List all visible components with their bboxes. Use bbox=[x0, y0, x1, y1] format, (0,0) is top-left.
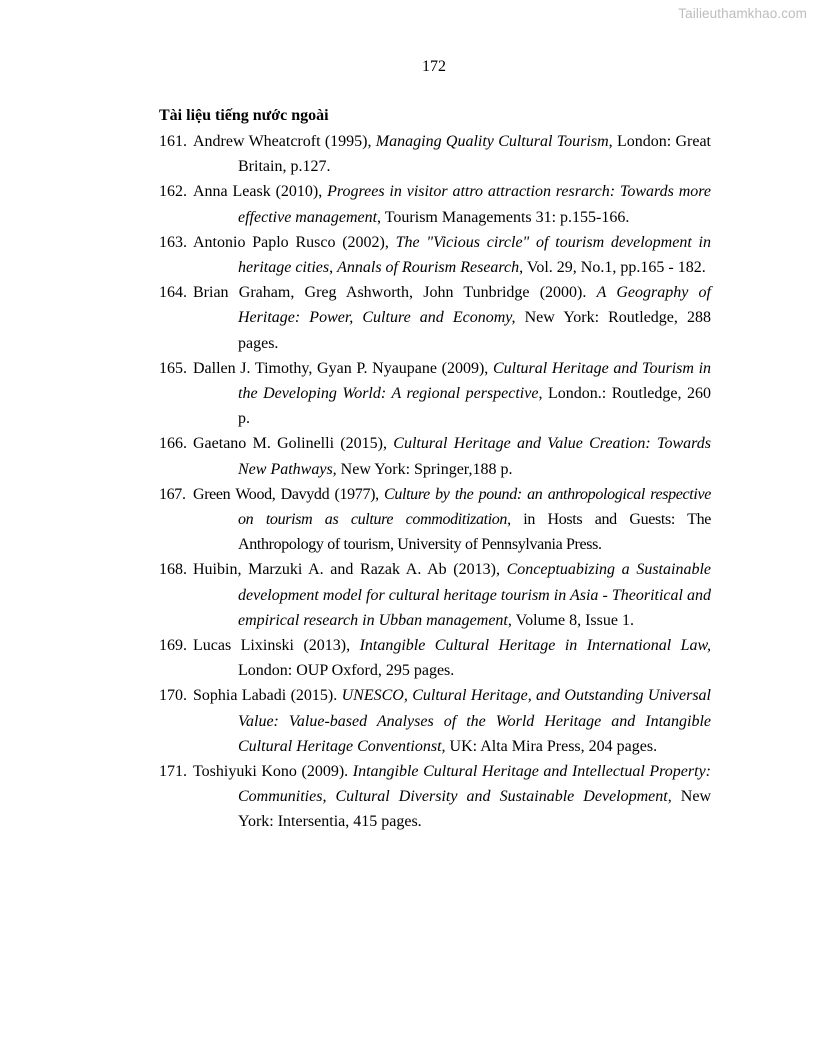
reference-number: 167. bbox=[159, 485, 186, 503]
reference-title: Cultural Heritage and Value Creation: Towards New Pathways, bbox=[238, 435, 711, 478]
reference-authors: Sophia Labadi (2015). bbox=[193, 687, 342, 705]
reference-number: 166. bbox=[159, 435, 187, 453]
reference-number: 169. bbox=[159, 637, 187, 655]
reference-details: , Vol. 29, No.1, pp.165 - 182. bbox=[519, 259, 706, 277]
reference-details: UK: Alta Mira Press, 204 pages. bbox=[445, 737, 658, 755]
reference-details: , Volume 8, Issue 1. bbox=[507, 611, 634, 629]
reference-number: 162. bbox=[159, 183, 187, 201]
reference-details: London: OUP Oxford, 295 pages. bbox=[238, 662, 455, 680]
reference-authors: Green Wood, Davydd (1977), bbox=[193, 485, 385, 503]
page-number: 172 bbox=[422, 58, 446, 75]
reference-number: 165. bbox=[159, 359, 187, 377]
reference-title: Progrees in visitor attro attraction resrarch: Towards more effective management bbox=[238, 183, 712, 226]
reference-authors: Dallen J. Timothy, Gyan P. Nyaupane (2009), bbox=[193, 359, 493, 377]
reference-authors: Toshiyuki Kono (2009). bbox=[193, 763, 353, 781]
reference-authors: Andrew Wheatcroft (1995), bbox=[193, 133, 376, 150]
reference-item bbox=[159, 280, 711, 356]
reference-authors: Gaetano M. Golinelli (2015), bbox=[193, 435, 394, 453]
reference-details: , in Hosts and Guests: The Anthropology of tourism, University of Pennsylvania Press. bbox=[238, 511, 711, 554]
section-heading: Tài liệu tiếng nước ngoài bbox=[159, 107, 329, 124]
reference-title: Intangible Cultural Heritage and Intellectual Property: Communities, Cultural Diversity and Sustainable Development, bbox=[238, 763, 712, 806]
reference-number: 164. bbox=[159, 284, 187, 302]
reference-number: 171. bbox=[159, 763, 187, 781]
reference-authors: Lucas Lixinski (2013), bbox=[193, 637, 360, 655]
reference-item bbox=[159, 482, 711, 558]
reference-title: Managing Quality Cultural Tourism, bbox=[375, 133, 613, 150]
reference-number: 170. bbox=[159, 687, 187, 705]
reference-item bbox=[159, 431, 711, 481]
reference-details: , Tourism Managements 31: p.155-166. bbox=[377, 208, 630, 226]
reference-details: London: Great Britain, p.127. bbox=[238, 133, 711, 176]
reference-title: Culture by the pound: an anthropological respective on tourism as culture commoditization bbox=[238, 485, 712, 529]
reference-journal: Annals of Rourism Research bbox=[337, 259, 520, 277]
reference-item bbox=[159, 129, 711, 179]
reference-item bbox=[159, 759, 711, 835]
reference-title: A Geography of Heritage: Power, Culture and Economy, bbox=[238, 284, 711, 327]
reference-details: New York: Routledge, 288 pages. bbox=[238, 309, 711, 352]
reference-number: 161. bbox=[159, 133, 187, 150]
reference-item bbox=[159, 633, 711, 683]
reference-item bbox=[159, 683, 711, 759]
reference-item bbox=[159, 356, 711, 432]
reference-details: New York: Intersentia, 415 pages. bbox=[238, 788, 711, 831]
reference-title: Intangible Cultural Heritage in International Law, bbox=[359, 637, 712, 655]
watermark: Tailieuthamkhao.com bbox=[678, 6, 807, 21]
reference-item bbox=[159, 230, 711, 280]
reference-authors: Brian Graham, Greg Ashworth, John Tunbridge (2000). bbox=[193, 284, 597, 302]
reference-title: Conceptuabizing a Sustainable development model for cultural heritage tourism in Asia - Theoritical and empirical research in Ubban management bbox=[238, 561, 711, 629]
reference-title: The "Vicious circle" of tourism development in heritage cities bbox=[238, 233, 711, 277]
reference-number: 168. bbox=[159, 561, 187, 579]
reference-item bbox=[159, 179, 711, 229]
reference-authors: Huibin, Marzuki A. and Razak A. Ab (2013), bbox=[193, 561, 507, 579]
reference-details: , London.: Routledge, 260 p. bbox=[238, 385, 712, 428]
reference-details: New York: Springer,188 p. bbox=[336, 460, 513, 478]
reference-number: 163. bbox=[159, 233, 187, 251]
reference-title: Cultural Heritage and Tourism in the Developing World: A regional perspective bbox=[238, 359, 712, 403]
reference-details: , bbox=[329, 259, 338, 277]
reference-authors: Antonio Paplo Rusco (2002), bbox=[193, 233, 396, 251]
reference-title: UNESCO, Cultural Heritage, and Outstanding Universal Value: Value-based Analyses of the World Heritage and Intangible Cultural Heritage Conventionst, bbox=[238, 687, 711, 755]
reference-authors: Anna Leask (2010), bbox=[193, 183, 328, 201]
reference-item bbox=[159, 557, 711, 633]
reference-list bbox=[159, 129, 711, 835]
